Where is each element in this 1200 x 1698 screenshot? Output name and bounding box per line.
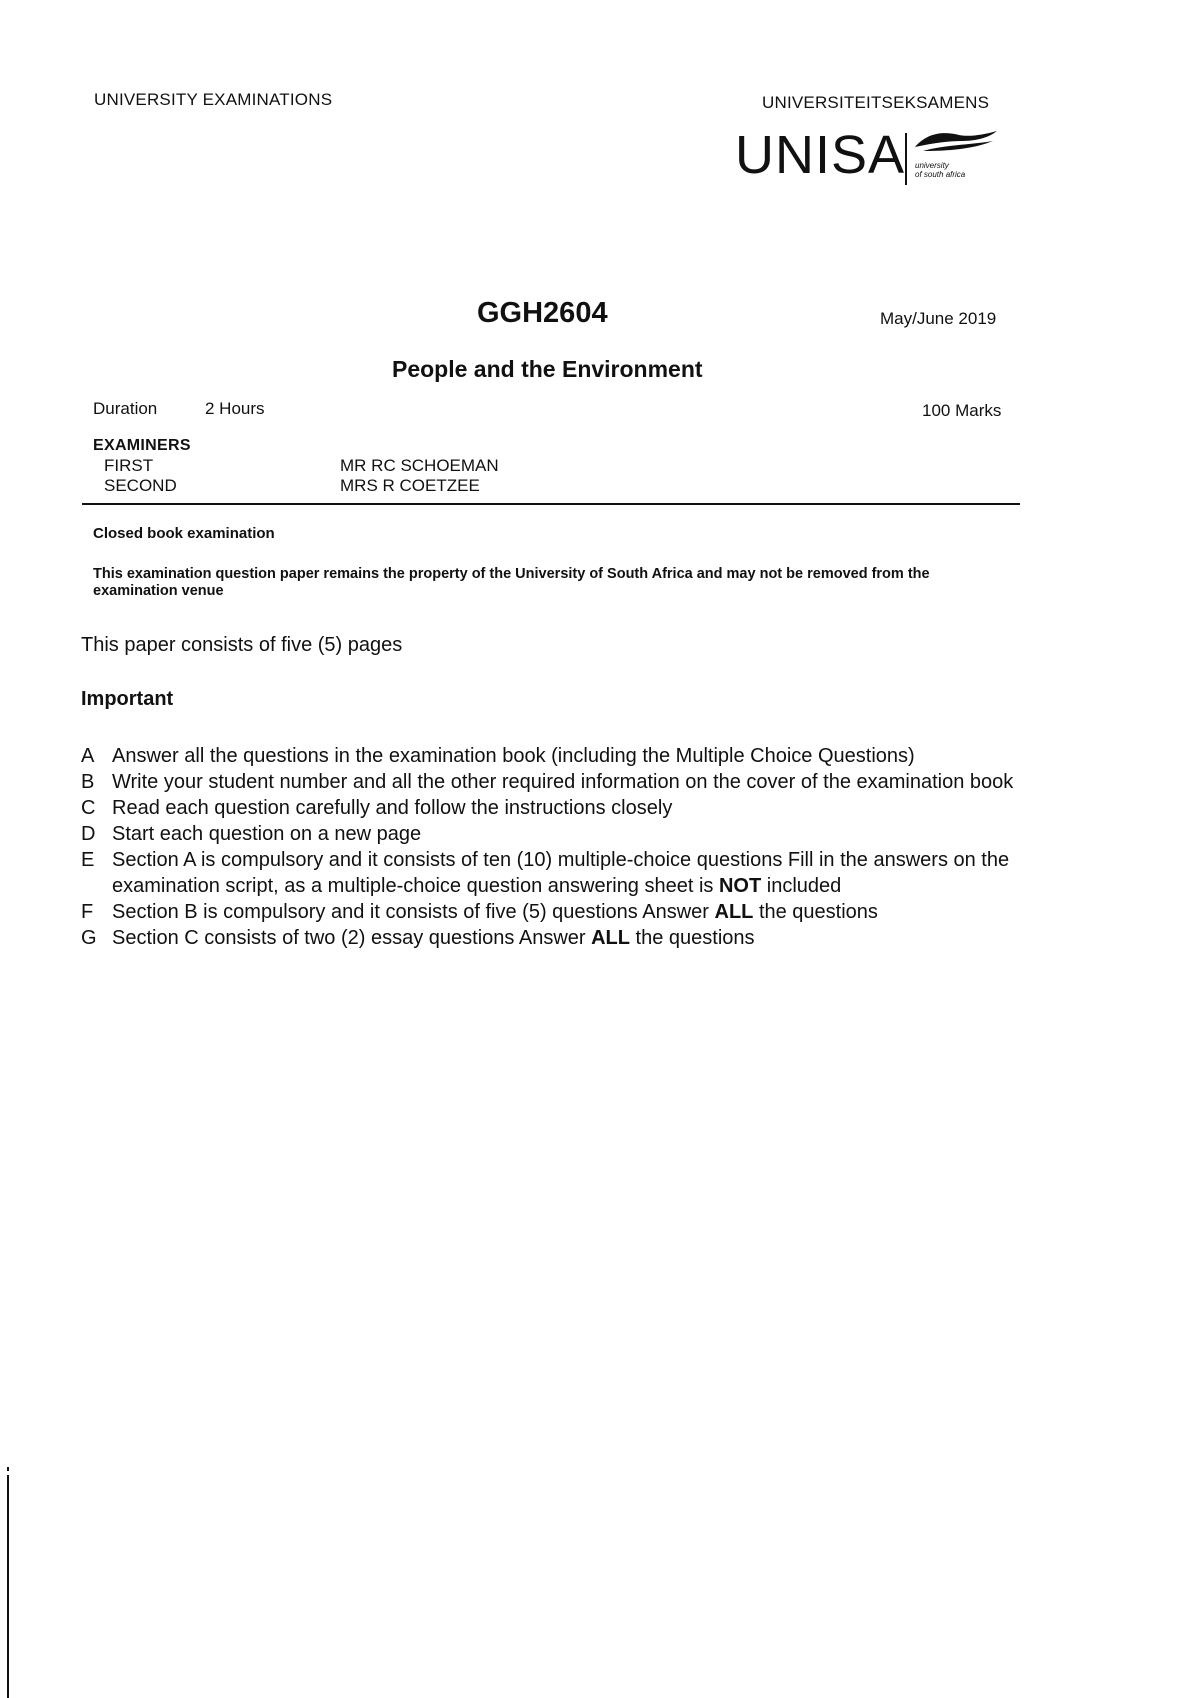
instruction-item [81, 925, 1026, 951]
instruction-text [112, 743, 1026, 769]
logo-bird-icon [913, 129, 999, 155]
instruction-emphasis: ALL [714, 901, 754, 923]
instruction-letter: C [81, 797, 96, 819]
instruction-letter: A [81, 745, 95, 767]
instruction-text [112, 795, 1026, 821]
duration-label: Duration [93, 399, 158, 418]
total-marks: 100 Marks [922, 401, 1002, 420]
instruction-segment: Answer all the questions in the examination book (including the Multiple Choice Questions) [112, 745, 915, 767]
instruction-letter: G [81, 927, 97, 949]
header-right-label: UNIVERSITEITSEKSAMENS [762, 93, 990, 112]
course-code: GGH2604 [477, 297, 608, 329]
instruction-text [112, 847, 1026, 899]
closed-book-notice: Closed book examination [93, 525, 275, 542]
instruction-item [81, 769, 1026, 795]
instruction-emphasis: NOT [718, 875, 762, 897]
scan-margin-line [7, 1475, 9, 1698]
instruction-item [81, 847, 1026, 899]
first-examiner-label: FIRST [104, 456, 154, 475]
instruction-item [81, 899, 1026, 925]
instruction-segment: Start each question on a new page [112, 823, 422, 845]
logo-tagline [915, 161, 965, 179]
instruction-segment: the questions [753, 901, 878, 923]
second-examiner-name: MRS R COETZEE [340, 476, 480, 495]
instruction-text [112, 769, 1026, 795]
scan-margin-mark [7, 1467, 9, 1471]
logo-tagline-line-1: university [915, 161, 949, 170]
instruction-letter: D [81, 823, 96, 845]
instruction-text [112, 899, 1026, 925]
course-title: People and the Environment [392, 356, 703, 382]
instruction-text [112, 821, 1026, 847]
header-left-label: UNIVERSITY EXAMINATIONS [94, 90, 333, 109]
first-examiner-name: MR RC SCHOEMAN [340, 456, 499, 475]
instruction-letter: B [81, 771, 95, 793]
instruction-segment: Section A is compulsory and it consists of ten (10) multiple-choice questions Fill in the answers on the examination script, as a multiple-choice question answering sheet is [112, 849, 1010, 897]
page-count-notice: This paper consists of five (5) pages [81, 634, 403, 656]
header-divider [82, 503, 1020, 505]
instruction-letter: E [81, 849, 95, 871]
exam-date: May/June 2019 [880, 309, 997, 328]
instruction-segment: Write your student number and all the other required information on the cover of the examination book [112, 771, 1014, 793]
instruction-segment: Read each question carefully and follow the instructions closely [112, 797, 673, 819]
instruction-item [81, 821, 1026, 847]
instruction-text [112, 925, 1026, 951]
property-notice: This examination question paper remains the property of the University of South Africa and may not be removed from the examination venue [93, 566, 930, 599]
second-examiner-label: SECOND [104, 476, 177, 495]
instruction-item [81, 743, 1026, 769]
instruction-segment: included [761, 875, 842, 897]
examiners-heading: EXAMINERS [93, 437, 191, 454]
unisa-logo [735, 125, 1005, 195]
instruction-emphasis: ALL [591, 927, 630, 949]
instruction-segment: Section C consists of two (2) essay questions Answer [112, 927, 592, 949]
logo-wordmark: UNISA [735, 125, 906, 185]
logo-tagline-line-2: of south africa [915, 170, 966, 179]
instructions-list [81, 743, 1026, 951]
instruction-segment: the questions [630, 927, 755, 949]
instruction-letter: F [81, 901, 94, 923]
instruction-segment: Section B is compulsory and it consists of five (5) questions Answer [112, 901, 715, 923]
logo-divider [905, 133, 907, 185]
duration-value: 2 Hours [205, 399, 265, 418]
instruction-item [81, 795, 1026, 821]
important-heading: Important [81, 688, 174, 710]
